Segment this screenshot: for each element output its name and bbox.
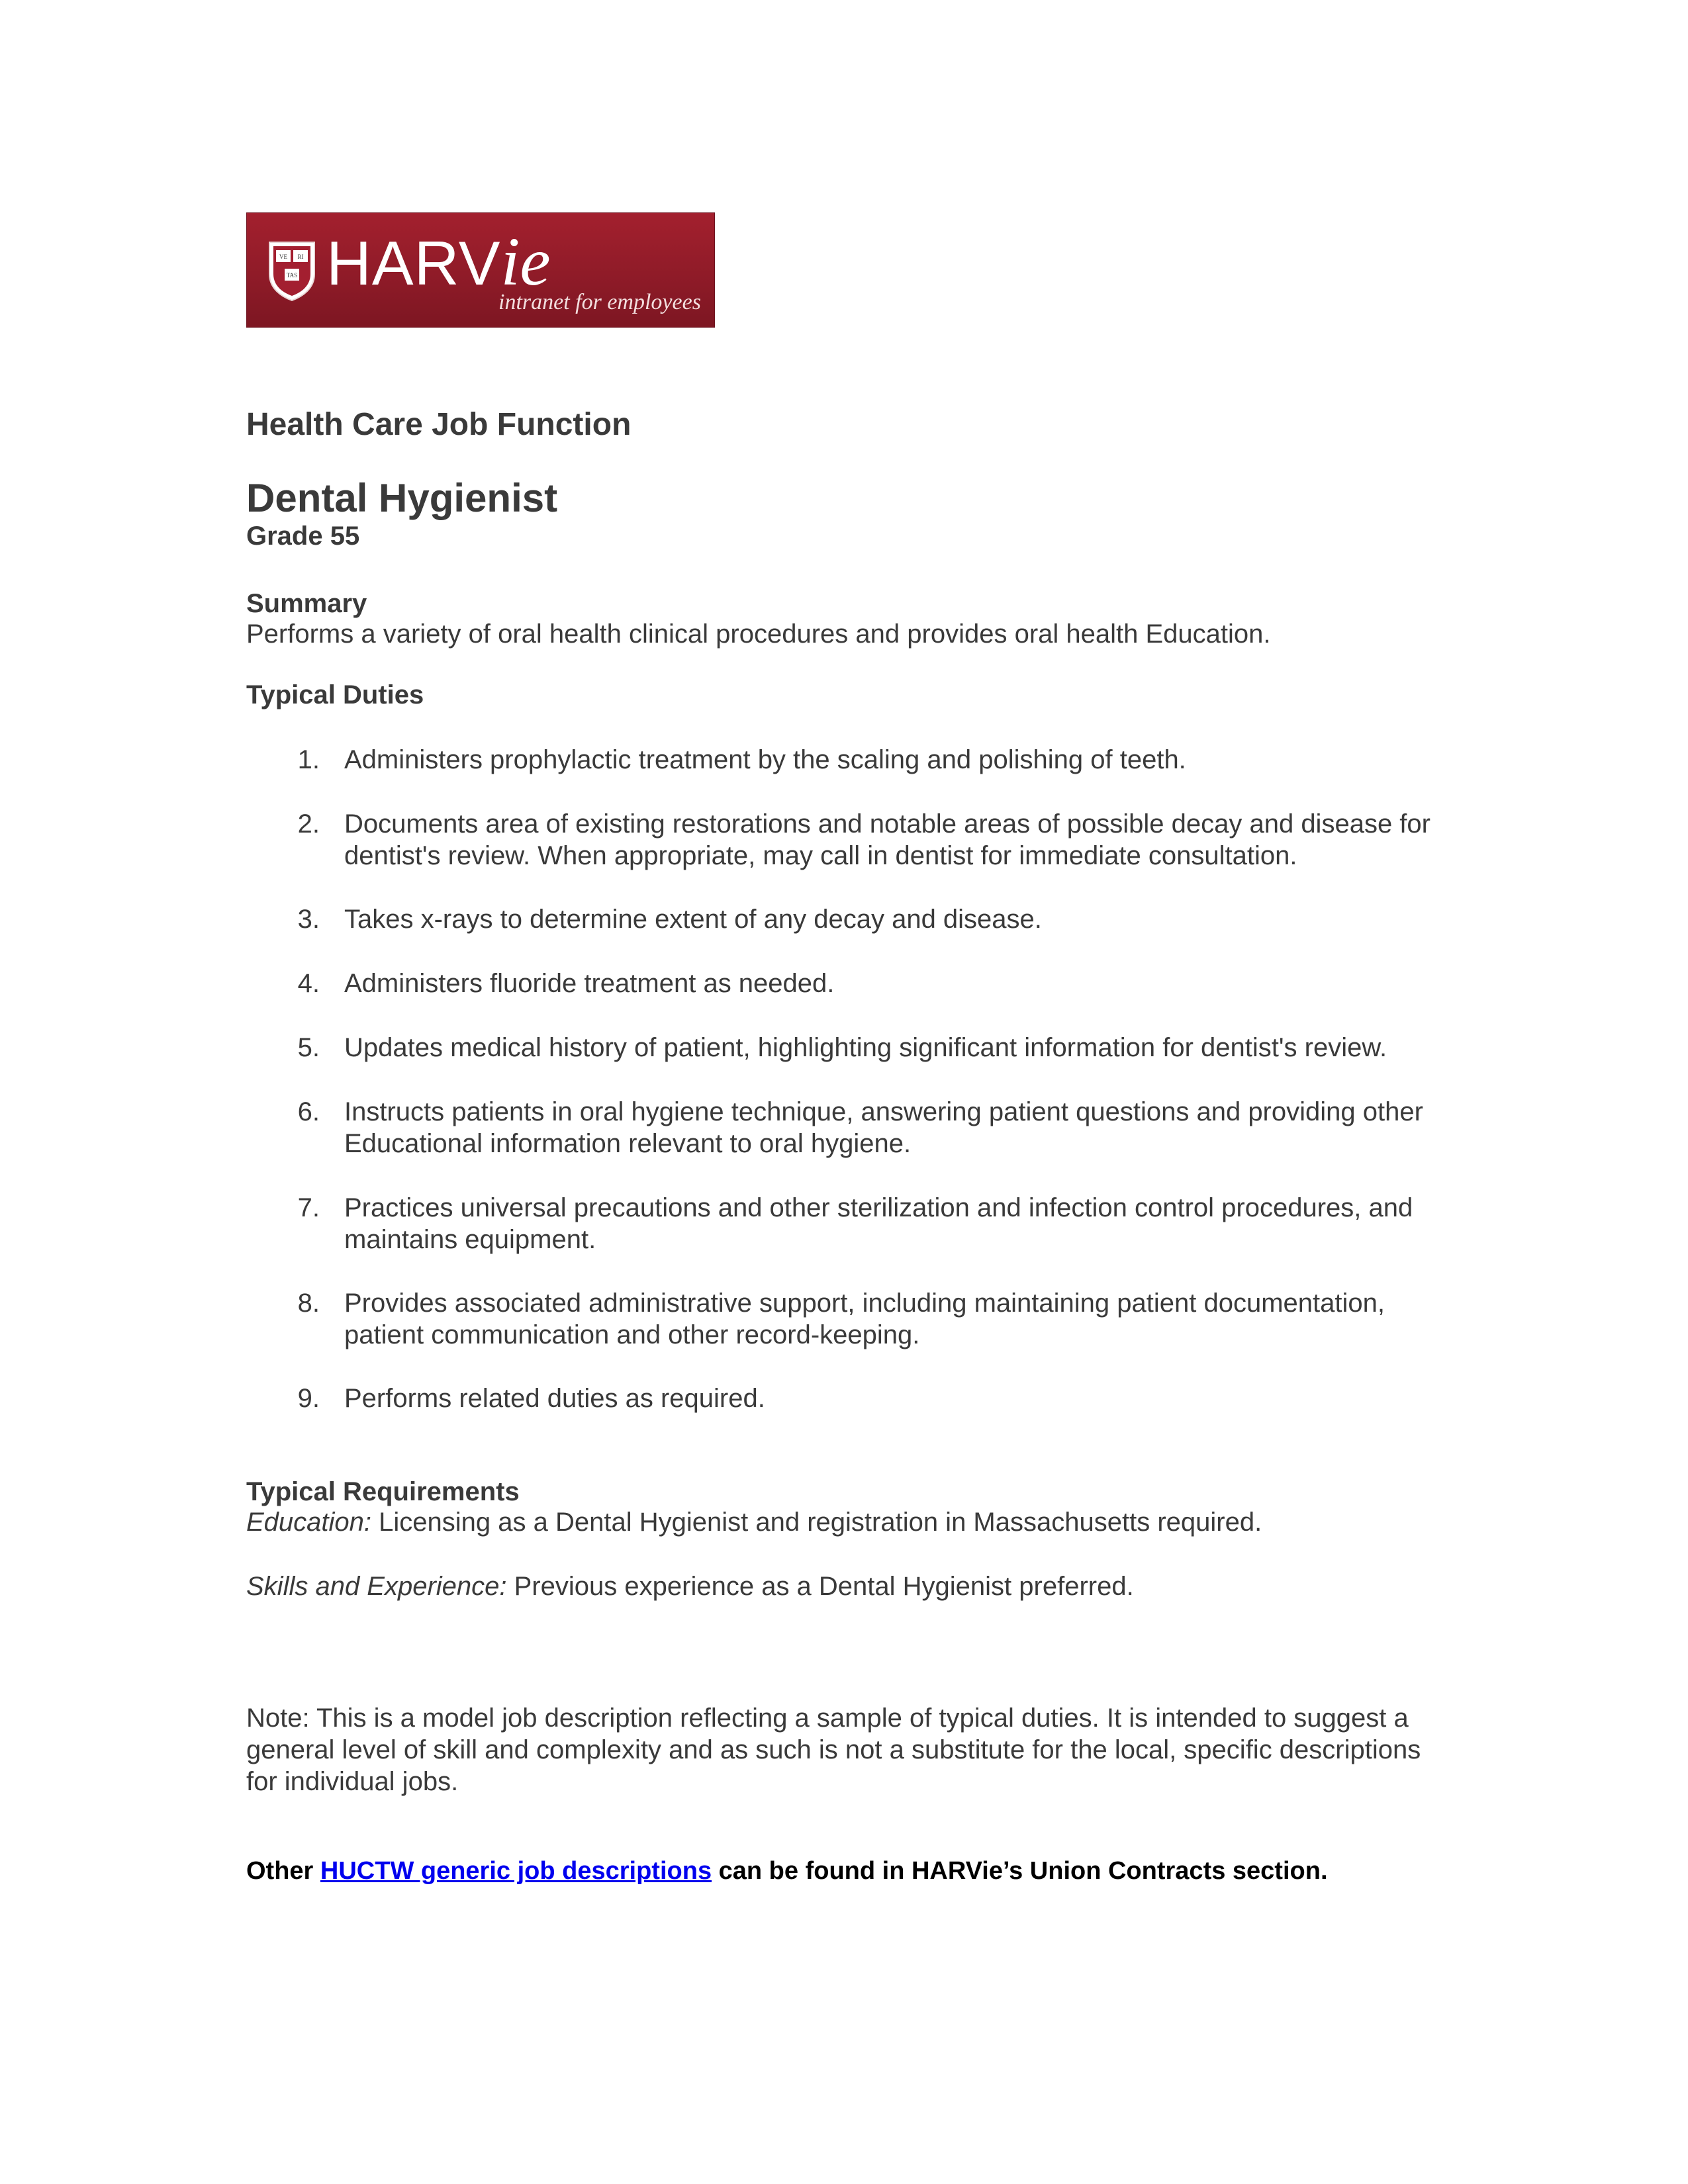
shield-text-3: TAS [286,272,298,279]
skills-label: Skills and Experience: [246,1572,507,1601]
job-function-heading: Health Care Job Function [246,407,632,442]
banner-brand [326,224,551,300]
skills-text: Previous experience as a Dental Hygienist preferred. [506,1572,1134,1601]
duty-number: 6. [297,1097,320,1126]
requirements-heading: Typical Requirements [246,1477,520,1506]
summary-heading: Summary [246,589,367,618]
footer-suffix: can be found in HARVie’s Union Contracts section. [712,1857,1328,1885]
footer-prefix: Other [246,1857,320,1885]
duty-text: Documents area of existing restorations and notable areas of possible decay and disease for dentist's review. When appropriate, may call in dentist for immediate consultation. [344,809,1430,870]
duty-number: 8. [297,1289,320,1318]
shield-text-2: RI [297,253,304,260]
brand-main-text: HARV [326,228,501,298]
disclaimer-note: Note: This is a model job description reflecting a sample of typical duties. It is intended to suggest a general level of skill and complexity and as such is not a substitute for the local, specific descriptions for individual jobs. [246,1704,1421,1796]
duty-text: Updates medical history of patient, highlighting significant information for dentist's review. [344,1033,1387,1062]
duty-text: Provides associated administrative support, including maintaining patient documentation, patient communication and other record-keeping. [344,1289,1385,1349]
skills-requirement [246,1570,1451,1602]
duty-number: 2. [297,809,320,839]
duty-text: Takes x-rays to determine extent of any decay and disease. [344,905,1042,934]
footer-line [246,1857,1328,1886]
duty-text: Practices universal precautions and other sterilization and infection control procedures, and maintains equipment. [344,1193,1413,1254]
job-grade: Grade 55 [246,522,360,551]
duty-text: Instructs patients in oral hygiene technique, answering patient questions and providing other Educational information relevant to oral hygiene. [344,1097,1423,1158]
duty-number: 5. [297,1033,320,1062]
huctw-job-descriptions-link[interactable]: HUCTW generic job descriptions [320,1857,712,1885]
duty-number: 3. [297,905,320,934]
job-title: Dental Hygienist [246,476,558,520]
duty-text: Performs related duties as required. [344,1384,765,1413]
brand-accent-text: ie [500,224,551,300]
duty-text: Administers fluoride treatment as needed. [344,969,835,998]
duty-number: 9. [297,1384,320,1413]
education-requirement [246,1506,1451,1538]
duty-number: 7. [297,1193,320,1222]
harvie-banner-logo [246,212,715,328]
summary-text: Performs a variety of oral health clinical procedures and provides oral health Education. [246,619,1271,649]
duty-number: 1. [297,745,320,774]
shield-text-1: VE [279,253,287,260]
banner-tagline: intranet for employees [498,290,701,314]
education-text: Licensing as a Dental Hygienist and registration in Massachusetts required. [371,1508,1262,1537]
education-label: Education: [246,1508,372,1537]
duty-text: Administers prophylactic treatment by the scaling and polishing of teeth. [344,745,1186,774]
harvard-shield-icon [267,240,317,302]
duty-number: 4. [297,969,320,998]
duties-heading: Typical Duties [246,680,424,709]
